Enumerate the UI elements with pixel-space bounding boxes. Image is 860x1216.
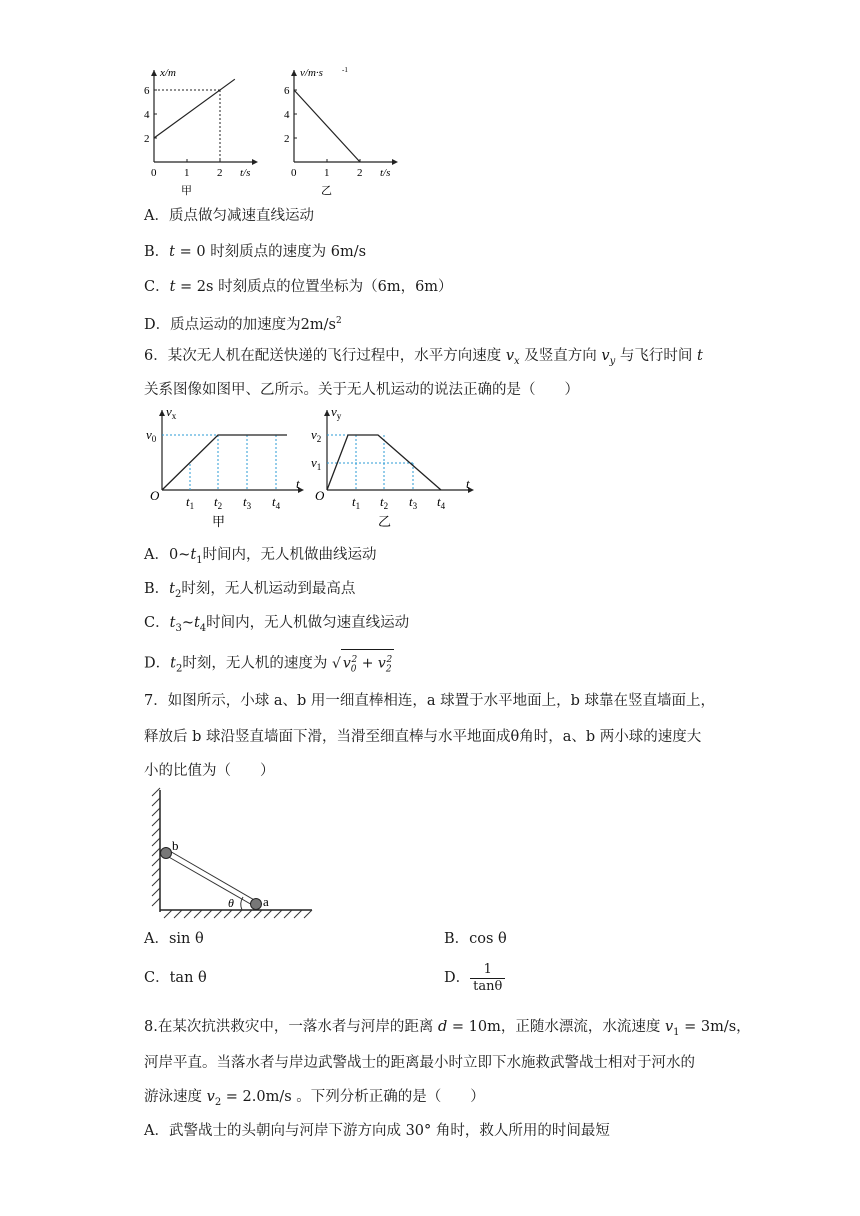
y-tick-label: $v_1$ [311,455,322,472]
data-line [162,435,287,490]
figure-caption: 乙 [378,514,392,529]
y-axis-label: v/m·s [300,67,323,79]
option-text: 时刻质点的位置坐标为（6m，6m） [218,279,453,295]
q7-stem-line1: 7．如图所示，小球 a、b 用一细直棒相连，a 球置于水平地面上，b 球靠在竖直墙面上， [144,693,716,709]
x-tick-label: 1 [184,167,190,179]
x-axis-label: t/s [240,167,251,179]
q6-option-c[interactable]: C．$t_3\sim t_4$时间内，无人机做匀速直线运动 [144,615,410,634]
var-t: t [169,244,175,260]
x-axis-arrow [392,159,398,165]
y-axis-label: $v_y$ [331,404,342,421]
label-theta: θ [228,896,234,910]
origin-label: O [315,488,325,503]
equation: = 0 [174,244,206,260]
fraction: $\frac{1}{\tan\theta}$ [470,962,505,995]
x-tick-label: 2 [217,167,223,179]
y-tick-label: 2 [284,133,290,145]
sqrt-expression: √ $v_0^2 + v_2^2$ [332,656,394,672]
x-tick-label: $t_4$ [437,494,446,511]
y-tick-label: 4 [284,109,290,121]
q7-stem-line3: 小的比值为（ ） [144,763,275,779]
q8-line3: 游泳速度 $v_2 = 2.0m/s$ 。下列分析正确的是（ ） [144,1089,485,1108]
var-t: t [169,279,176,295]
q6-stem-line1: 6．某次无人机在配送快递的飞行过程中，水平方向速度 $v_x$ 及竖直方向 $v_y$ 与飞行时间 t [144,348,703,367]
y-axis-label-exponent: -1 [342,66,348,74]
q6-stem-line2: 关系图像如图甲、乙所示。关于无人机运动的说法正确的是（ ） [144,382,579,398]
x-tick-label: $t_1$ [352,494,361,511]
q6-figure-jia [140,404,310,539]
figure-caption: 甲 [181,185,192,197]
q7-option-b[interactable]: B．cos θ [444,931,507,947]
x-tick-label: $t_3$ [409,494,418,511]
x-axis-arrow [252,159,258,165]
x-tick-label: 2 [357,167,363,179]
y-axis-label: $v_x$ [166,404,177,421]
option-text: D．质点运动的加速度为 [144,316,301,333]
origin-label: O [150,488,160,503]
q8-option-a[interactable]: A．武警战士的头朝向与河岸下游方向成 30° 角时，救人所用的时间最短 [144,1123,610,1139]
y-tick-label: 2 [144,133,150,145]
y-axis-label: x/m [160,67,176,79]
data-line [154,79,235,138]
option-letter: B． [144,244,170,260]
x-tick-label: 0 [291,167,297,179]
y-axis-arrow [151,70,157,76]
q7-stem-line2: 释放后 b 球沿竖直墙面下滑，当滑至细直棒与水平地面成θ角时，a、b 两小球的速度大 [144,729,702,745]
q6-option-b[interactable]: B．$t_2$时刻，无人机运动到最高点 [144,581,356,600]
q5-figure-jia [140,62,270,202]
q7-option-a[interactable]: A．sin θ [144,931,204,947]
x-tick-label: $t_4$ [272,494,281,511]
y-tick-label: 4 [144,109,150,121]
y-tick-label: 6 [284,85,290,97]
q7-option-c[interactable]: C．tan θ [144,970,207,986]
x-tick-label: $t_2$ [214,494,223,511]
option-text: 时刻质点的速度为 6m/s [210,244,367,260]
y-tick-label: $v_0$ [146,427,157,444]
q6-option-d[interactable]: D．$t_2$时刻，无人机的速度为 √ $v_0^2 + v_2^2$ [144,649,394,680]
q5-option-d[interactable] [144,311,342,335]
q5-option-c[interactable] [144,277,453,297]
figure-caption: 乙 [321,185,332,197]
y-axis-arrow [159,410,165,416]
option-letter: C． [144,279,170,295]
ball-b [161,848,172,859]
acceleration-value: 2m/s [300,316,336,333]
q8-line2: 河岸平直。当落水者与岸边武警战士的距离最小时立即下水施救武警战士相对于河水的 [144,1055,695,1071]
label-a: a [263,894,269,909]
q5-option-b[interactable] [144,242,366,262]
q6-figure-yi [305,404,480,539]
y-tick-label: $v_2$ [311,427,322,444]
x-axis-label: t/s [380,167,391,179]
x-tick-label: $t_2$ [380,494,389,511]
label-b: b [172,838,179,853]
floor-hatch [164,910,312,918]
data-line [294,90,360,162]
q5-option-a[interactable]: A．质点做匀减速直线运动 [144,208,314,224]
y-axis-arrow [324,410,330,416]
q5-figure-yi [280,62,410,202]
q6-option-a[interactable]: A．$0\sim t_1$时间内，无人机做曲线运动 [144,547,377,566]
x-tick-label: $t_3$ [243,494,252,511]
figure-caption: 甲 [212,514,226,529]
q7-option-d[interactable]: D． $\frac{1}{\tan\theta}$ [444,958,505,998]
x-axis-label: t [466,476,470,491]
q8-line1: 8.在某次抗洪救灾中，一落水者与河岸的距离 d = 10m，正随水漂流，水流速度 $v_1 = 3m/s$， [144,1019,751,1038]
x-tick-label: $t_1$ [186,494,195,511]
x-axis-label: t [296,476,300,491]
exponent: 2 [335,316,342,326]
wall-hatch [152,788,160,906]
y-tick-label: 6 [144,85,150,97]
y-axis-arrow [291,70,297,76]
x-tick-label: 0 [151,167,157,179]
equation: = 2s [175,279,214,295]
x-tick-label: 1 [324,167,330,179]
ball-a [251,899,262,910]
q7-figure-rod [150,786,320,920]
